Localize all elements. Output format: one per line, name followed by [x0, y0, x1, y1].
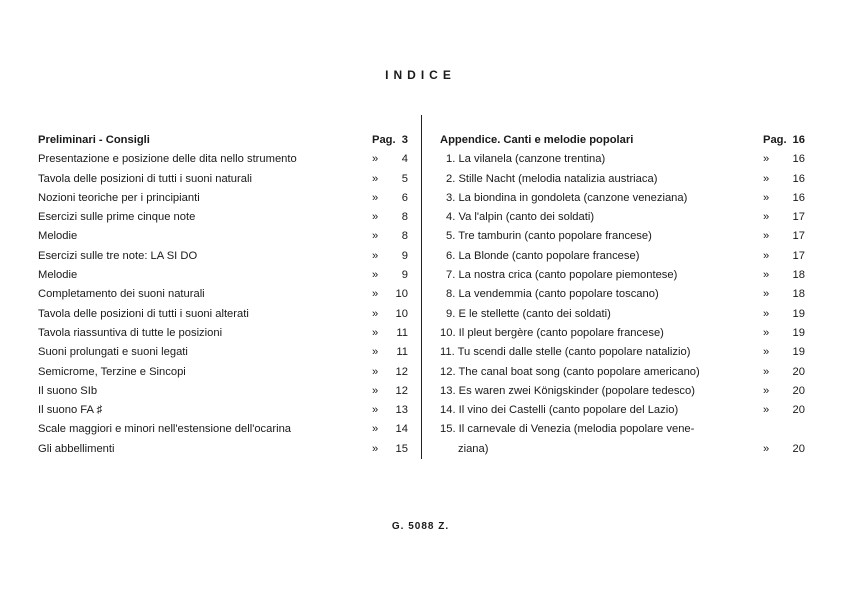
entry-page	[757, 363, 805, 382]
page-number: 16	[792, 134, 805, 146]
page-number: 9	[401, 249, 408, 262]
index-entry	[440, 363, 805, 382]
page-marker: »	[372, 249, 379, 262]
page-number: 5	[401, 172, 408, 185]
index-entry	[440, 266, 805, 285]
page-marker: »	[372, 230, 379, 243]
entry-page	[368, 285, 408, 304]
entry-page	[757, 150, 805, 169]
page-marker: »	[372, 326, 379, 339]
page-marker: »	[763, 326, 770, 339]
page-marker: »	[763, 191, 770, 204]
index-entry	[38, 363, 408, 382]
entry-title: 3. La biondina in gondoleta (canzone veneziana)	[446, 191, 688, 204]
entry-page	[757, 285, 805, 304]
index-entry	[38, 343, 408, 362]
page-number: 20	[792, 404, 805, 417]
page-number: 6	[401, 191, 408, 204]
page-number: 12	[395, 384, 408, 397]
index-entry	[440, 285, 805, 304]
entry-page	[368, 131, 408, 150]
page-marker: »	[763, 230, 770, 243]
index-entry	[38, 401, 408, 420]
entry-page	[757, 382, 805, 401]
entry-title: Melodie	[38, 230, 78, 243]
index-entry	[38, 305, 408, 324]
index-header-row	[38, 131, 408, 150]
entry-title: 14. Il vino dei Castelli (canto popolare del Lazio)	[440, 404, 679, 417]
page-number: 15	[395, 442, 408, 455]
entry-title: 1. La vilanela (canzone trentina)	[446, 153, 606, 166]
page-number: 10	[395, 307, 408, 320]
entry-page	[368, 247, 408, 266]
entry-title: Melodie	[38, 269, 78, 282]
entry-title: 9. E le stellette (canto dei soldati)	[446, 307, 611, 320]
page-number: 12	[395, 365, 408, 378]
entry-title: Tavola delle posizioni di tutti i suoni alterati	[38, 307, 249, 320]
entry-page	[368, 363, 408, 382]
index-entry	[38, 382, 408, 401]
page-marker: »	[372, 404, 379, 417]
page-number: 20	[792, 365, 805, 378]
index-entry	[38, 440, 408, 459]
page-number: 17	[792, 211, 805, 224]
entry-title: Semicrome, Terzine e Sincopi	[38, 365, 186, 378]
page-number: 11	[396, 326, 408, 339]
entry-page	[757, 189, 805, 208]
index-entry	[38, 189, 408, 208]
index-entry	[440, 150, 805, 169]
entry-page	[368, 150, 408, 169]
page-number: 19	[792, 307, 805, 320]
entry-page	[757, 170, 805, 189]
page-marker: »	[763, 288, 770, 301]
entry-page	[757, 131, 805, 150]
page-marker: »	[372, 211, 379, 224]
page-number: 17	[792, 230, 805, 243]
page-number: 19	[792, 326, 805, 339]
page-number: 16	[792, 153, 805, 166]
index-entry	[440, 343, 805, 362]
page-number: 20	[792, 442, 805, 455]
entry-title: 13. Es waren zwei Königskinder (popolare tedesco)	[440, 384, 695, 397]
page-marker: »	[763, 307, 770, 320]
entry-title: 6. La Blonde (canto popolare francese)	[446, 249, 640, 262]
entry-page	[757, 440, 805, 459]
page-marker: »	[763, 153, 770, 166]
entry-title: 4. Va l'alpin (canto dei soldati)	[446, 211, 595, 224]
entry-page	[757, 420, 805, 439]
page-marker: »	[372, 346, 379, 359]
entry-page	[368, 324, 408, 343]
entry-title: Appendice. Canti e melodie popolari	[440, 134, 634, 146]
entry-page	[757, 208, 805, 227]
page-marker: »	[372, 269, 379, 282]
entry-title: Il suono SIb	[38, 384, 98, 397]
index-entry	[38, 247, 408, 266]
page-number: 10	[395, 288, 408, 301]
page-number: 18	[792, 288, 805, 301]
entry-page	[368, 343, 408, 362]
entry-page	[368, 401, 408, 420]
column-divider	[421, 115, 422, 459]
entry-title: 2. Stille Nacht (melodia natalizia austriaca)	[446, 172, 658, 185]
page-number: 8	[401, 230, 408, 243]
index-entry	[440, 420, 805, 439]
catalog-number: G. 5088 Z.	[391, 521, 450, 532]
entry-page	[368, 170, 408, 189]
index-entry	[38, 208, 408, 227]
page-title: INDICE	[385, 68, 456, 82]
entry-page	[368, 420, 408, 439]
page-marker: »	[763, 365, 770, 378]
index-entry	[440, 208, 805, 227]
page-marker: »	[372, 423, 379, 436]
index-right-column	[440, 131, 805, 459]
index-entry	[440, 247, 805, 266]
entry-page	[757, 227, 805, 246]
entry-title: 12. The canal boat song (canto popolare americano)	[440, 365, 700, 378]
entry-title: Scale maggiori e minori nell'estensione dell'ocarina	[38, 423, 292, 436]
index-entry	[38, 227, 408, 246]
entry-title: Esercizi sulle tre note: LA SI DO	[38, 249, 198, 262]
page-marker: Pag.	[372, 134, 396, 146]
index-header-row	[440, 131, 805, 150]
index-entry	[440, 324, 805, 343]
index-entry	[440, 227, 805, 246]
entry-title: Suoni prolungati e suoni legati	[38, 346, 188, 359]
entry-page	[757, 305, 805, 324]
entry-page	[368, 266, 408, 285]
index-entry	[440, 382, 805, 401]
page-number: 13	[395, 404, 408, 417]
page-number: 19	[792, 346, 805, 359]
page-marker: »	[372, 365, 379, 378]
page-marker: »	[763, 269, 770, 282]
entry-page	[757, 343, 805, 362]
page-number: 3	[401, 134, 408, 146]
page-marker: »	[763, 384, 770, 397]
entry-page	[368, 227, 408, 246]
index-entry	[38, 266, 408, 285]
page-marker: »	[763, 346, 770, 359]
page-number: 16	[792, 172, 805, 185]
entry-title: Completamento dei suoni naturali	[38, 288, 205, 301]
page-marker: »	[372, 442, 379, 455]
page-marker: »	[763, 249, 770, 262]
page-marker: »	[372, 384, 379, 397]
entry-title: 15. Il carnevale di Venezia (melodia popolare vene-	[440, 423, 695, 436]
entry-page	[368, 382, 408, 401]
entry-title: 8. La vendemmia (canto popolare toscano)	[446, 288, 659, 301]
entry-title: 7. La nostra crica (canto popolare piemontese)	[446, 269, 678, 282]
entry-page	[757, 401, 805, 420]
entry-title: Presentazione e posizione delle dita nello strumento	[38, 153, 297, 166]
page-number: 8	[401, 211, 408, 224]
page-marker: »	[372, 172, 379, 185]
index-entry	[38, 420, 408, 439]
entry-title: Nozioni teoriche per i principianti	[38, 191, 200, 204]
index-entry	[38, 285, 408, 304]
page-marker: »	[372, 288, 379, 301]
page-marker: »	[763, 404, 770, 417]
entry-title: Gli abbellimenti	[38, 442, 115, 455]
page-marker: »	[763, 211, 770, 224]
index-entry	[440, 305, 805, 324]
entry-title: 5. Tre tamburin (canto popolare francese)	[446, 230, 652, 243]
page-number: 9	[401, 269, 408, 282]
entry-title: Tavola delle posizioni di tutti i suoni naturali	[38, 172, 252, 185]
entry-page	[368, 305, 408, 324]
entry-page	[757, 247, 805, 266]
entry-title: 11. Tu scendi dalle stelle (canto popolare natalizio)	[440, 346, 691, 359]
page-number: 17	[792, 249, 805, 262]
page-number: 4	[401, 153, 408, 166]
index-entry	[38, 150, 408, 169]
entry-page	[757, 324, 805, 343]
entry-title: Tavola riassuntiva di tutte le posizioni	[38, 326, 223, 339]
entry-page	[368, 440, 408, 459]
index-entry	[440, 440, 805, 459]
entry-page	[368, 208, 408, 227]
page-number: 18	[792, 269, 805, 282]
entry-title: Esercizi sulle prime cinque note	[38, 211, 196, 224]
index-entry	[38, 170, 408, 189]
page-marker: Pag.	[763, 134, 787, 146]
page-marker: »	[372, 307, 379, 320]
page-marker: »	[763, 442, 770, 455]
page-number: 14	[395, 423, 408, 436]
page-number: 11	[396, 346, 408, 359]
entry-title: Il suono FA ♯	[38, 404, 103, 417]
entry-page	[757, 266, 805, 285]
index-entry	[440, 401, 805, 420]
entry-title: 10. Il pleut bergère (canto popolare francese)	[440, 326, 664, 339]
page-number: 20	[792, 384, 805, 397]
entry-page	[368, 189, 408, 208]
page-marker: »	[763, 172, 770, 185]
page-marker: »	[372, 191, 379, 204]
index-entry	[440, 189, 805, 208]
index-entry	[38, 324, 408, 343]
page-marker: »	[372, 153, 379, 166]
entry-title: Preliminari - Consigli	[38, 134, 150, 146]
index-left-column	[38, 131, 408, 459]
entry-title: ziana)	[458, 442, 489, 455]
page-number: 16	[792, 191, 805, 204]
index-entry	[440, 170, 805, 189]
